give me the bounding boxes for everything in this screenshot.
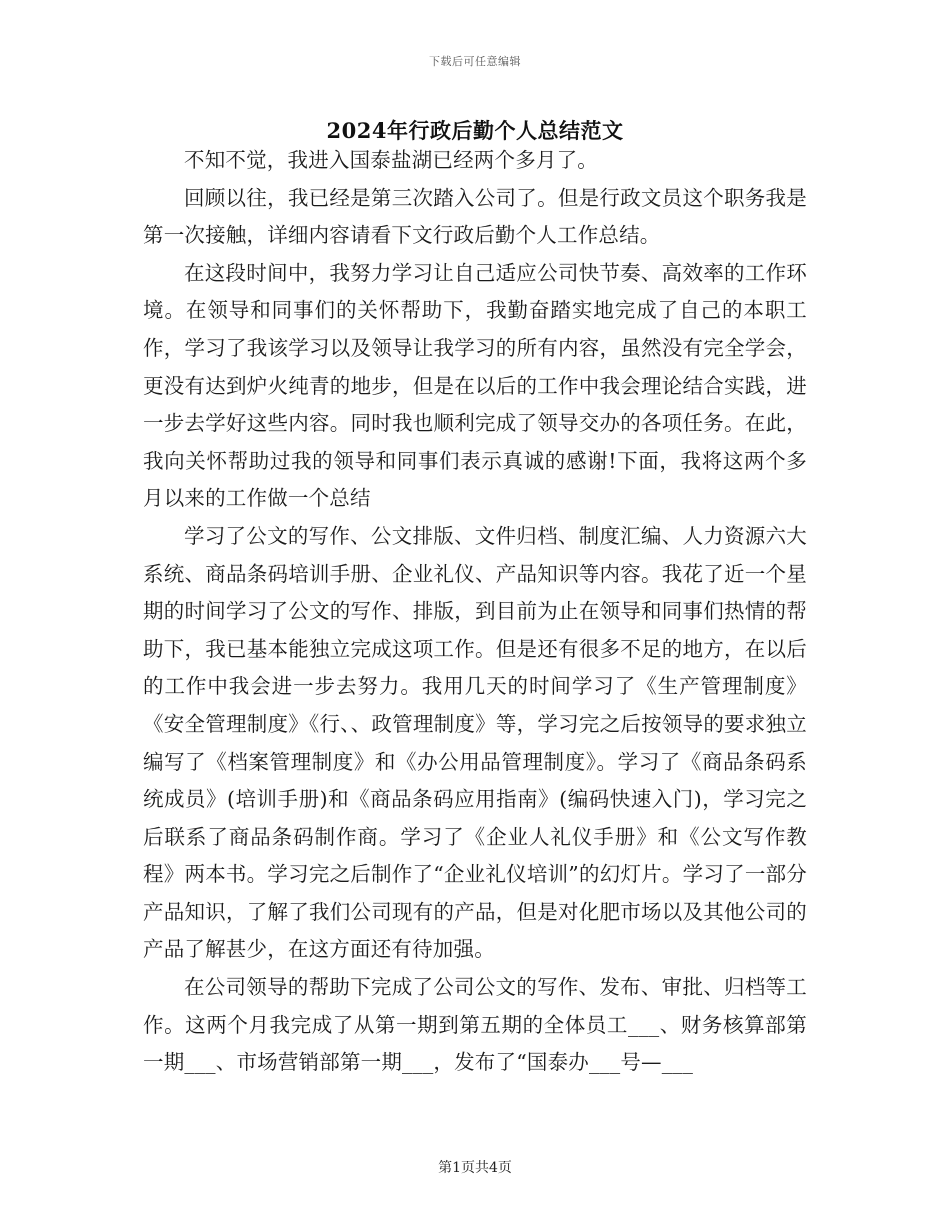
header-note: 下载后可任意编辑: [429, 55, 521, 68]
paragraph: 学习了公文的写作、公文排版、文件归档、制度汇编、人力资源六大系统、商品条码培训手册、企业礼仪、产品知识等内容。我花了近一个星期的时间学习了公文的写作、排版，到目前为止在领导和同事们热情的帮助下，我已基本能独立完成这项工作。但是还有很多不足的地方，在以后的工作中我会进一步去努力。我用几天的时间学习了《生产管理制度》《安全管理制度》《行、、政管理制度》等，学习完之后按领导的要求独立编写了《档案管理制度》和《办公用品管理制度》。学习了《商品条码系统成员》(培训手册)和《商品条码应用指南》(编码快速入门)，学习完之后联系了商品条码制作商。学习了《企业人礼仪手册》和《公文写作教程》两本书。学习完之后制作了“企业礼仪培训”的幻灯片。学习了一部分产品知识，了解了我们公司现有的产品，但是对化肥市场以及其他公司的产品了解甚少，在这方面还有待加强。: [143, 523, 807, 962]
paragraph: 在这段时间中，我努力学习让自己适应公司快节奏、高效率的工作环境。在领导和同事们的关怀帮助下，我勤奋踏实地完成了自己的本职工作，学习了我该学习以及领导让我学习的所有内容，虽然没有完全学会，更没有达到炉火纯青的地步，但是在以后的工作中我会理论结合实践，进一步去学好这些内容。同时我也顺利完成了领导交办的各项任务。在此，我向关怀帮助过我的领导和同事们表示真诚的感谢!下面，我将这两个多月以来的工作做一个总结: [143, 260, 807, 511]
paragraph: 不知不觉，我进入国泰盐湖已经两个多月了。: [184, 148, 598, 172]
paragraph: 在公司领导的帮助下完成了公司公文的写作、发布、审批、归档等工作。这两个月我完成了从第一期到第五期的全体员工___、财务核算部第一期___、市场营销部第一期___，发布了“国泰办___号—___: [143, 975, 807, 1075]
page-footer: 第1页共4页: [438, 1160, 512, 1176]
document-body: [143, 142, 807, 1082]
document-title: 2024年行政后勤个人总结范文: [326, 118, 624, 143]
paragraph: 回顾以往，我已经是第三次踏入公司了。但是行政文员这个职务我是第一次接触，详细内容请看下文行政后勤个人工作总结。: [143, 185, 807, 248]
